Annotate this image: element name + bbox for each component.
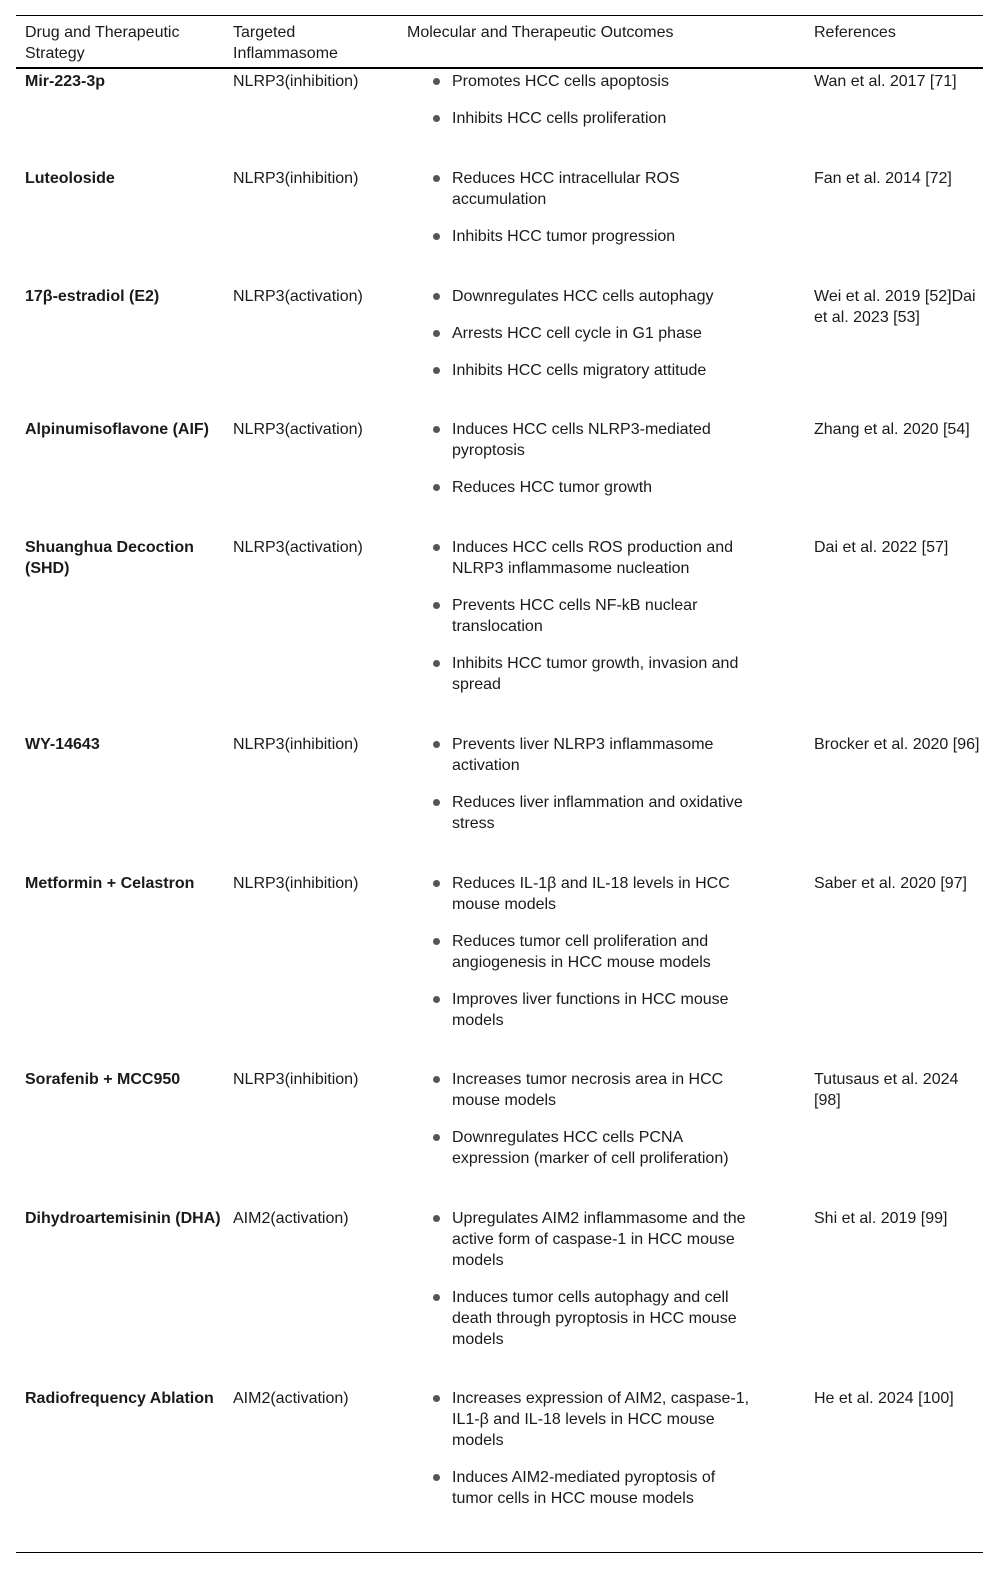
outcomes-list [407, 1069, 750, 1169]
table-row [16, 1206, 983, 1386]
outcomes-cell [398, 71, 805, 166]
reference-cell: He et al. 2024 [100] [814, 1390, 954, 1407]
table-row [16, 166, 983, 284]
target-cell: AIM2(activation) [233, 1210, 349, 1227]
outcome-item: Arrests HCC cell cycle in G1 phase [430, 323, 750, 344]
outcome-item: Improves liver functions in HCC mouse models [430, 989, 750, 1031]
table-row [16, 732, 983, 871]
table-row [16, 1067, 983, 1206]
outcomes-cell [398, 286, 805, 417]
target-cell: NLRP3(activation) [233, 288, 363, 305]
outcome-item: Downregulates HCC cells PCNA expression (marker of cell proliferation) [430, 1127, 750, 1169]
outcome-item: Increases tumor necrosis area in HCC mouse models [430, 1069, 750, 1111]
outcome-item: Induces AIM2-mediated pyroptosis of tumor cells in HCC mouse models [430, 1467, 750, 1509]
drug-cell: Mir-223-3p [25, 73, 106, 90]
header-outcomes: Molecular and Therapeutic Outcomes [407, 24, 674, 41]
outcomes-list [407, 1208, 750, 1350]
drug-cell: WY-14643 [25, 736, 100, 753]
outcome-item: Prevents HCC cells NF-kB nuclear translocation [430, 595, 750, 637]
outcome-item: Inhibits HCC tumor growth, invasion and spread [430, 653, 750, 695]
outcomes-cell [398, 873, 805, 1067]
target-cell: NLRP3(inhibition) [233, 736, 359, 753]
outcomes-list [407, 168, 750, 247]
reference-cell: Shi et al. 2019 [99] [814, 1210, 948, 1227]
header-target: Targeted Inflammasome [233, 24, 338, 62]
table-row [16, 535, 983, 732]
drug-cell: Radiofrequency Ablation [25, 1390, 214, 1407]
drug-cell: Metformin + Celastron [25, 875, 195, 892]
drug-cell: Luteoloside [25, 170, 115, 187]
table-row [16, 69, 983, 166]
table-bottom-rule [16, 1552, 983, 1553]
target-cell: NLRP3(inhibition) [233, 73, 359, 90]
outcomes-cell [398, 1208, 805, 1386]
outcome-item: Downregulates HCC cells autophagy [430, 286, 750, 307]
table-row [16, 284, 983, 417]
outcomes-cell [398, 537, 805, 732]
outcomes-list [407, 71, 750, 129]
target-cell: NLRP3(activation) [233, 421, 363, 438]
header-drug: Drug and Therapeutic Strategy [25, 24, 180, 62]
table-body [16, 69, 983, 1550]
target-cell: NLRP3(activation) [233, 539, 363, 556]
outcomes-cell [398, 1388, 805, 1550]
header-refs: References [814, 24, 896, 41]
drug-cell: Shuanghua Decoction (SHD) [25, 539, 194, 577]
outcome-item: Reduces HCC intracellular ROS accumulation [430, 168, 750, 210]
table-row [16, 1386, 983, 1550]
target-cell: NLRP3(inhibition) [233, 170, 359, 187]
reference-cell: Dai et al. 2022 [57] [814, 539, 949, 556]
outcome-item: Upregulates AIM2 inflammasome and the active form of caspase-1 in HCC mouse models [430, 1208, 750, 1271]
outcome-item: Increases expression of AIM2, caspase-1, IL1-β and IL-18 levels in HCC mouse models [430, 1388, 750, 1451]
outcomes-list [407, 286, 750, 381]
table-header [16, 16, 983, 69]
reference-cell: Saber et al. 2020 [97] [814, 875, 967, 892]
target-cell: NLRP3(inhibition) [233, 1071, 359, 1088]
drug-cell: Alpinumisoflavone (AIF) [25, 421, 209, 438]
table-row [16, 417, 983, 535]
outcome-item: Inhibits HCC cells proliferation [430, 108, 750, 129]
outcome-item: Inhibits HCC tumor progression [430, 226, 750, 247]
outcome-item: Prevents liver NLRP3 inflammasome activation [430, 734, 750, 776]
reference-cell: Wei et al. 2019 [52]Dai et al. 2023 [53] [814, 288, 976, 326]
reference-cell: Brocker et al. 2020 [96] [814, 736, 980, 753]
outcomes-cell [398, 168, 805, 284]
outcome-item: Induces HCC cells NLRP3-mediated pyroptosis [430, 419, 750, 461]
outcome-item: Induces HCC cells ROS production and NLRP3 inflammasome nucleation [430, 537, 750, 579]
outcomes-cell [398, 1069, 805, 1206]
drug-cell: 17β-estradiol (E2) [25, 288, 160, 305]
drug-cell: Sorafenib + MCC950 [25, 1071, 181, 1088]
drug-cell: Dihydroartemisinin (DHA) [25, 1210, 221, 1227]
outcomes-cell [398, 419, 805, 535]
target-cell: AIM2(activation) [233, 1390, 349, 1407]
reference-cell: Tutusaus et al. 2024 [98] [814, 1071, 959, 1109]
target-cell: NLRP3(inhibition) [233, 875, 359, 892]
outcome-item: Reduces HCC tumor growth [430, 477, 750, 498]
reference-cell: Wan et al. 2017 [71] [814, 73, 957, 90]
outcome-item: Reduces IL-1β and IL-18 levels in HCC mouse models [430, 873, 750, 915]
outcome-item: Reduces liver inflammation and oxidative stress [430, 792, 750, 834]
reference-cell: Fan et al. 2014 [72] [814, 170, 952, 187]
outcome-item: Induces tumor cells autophagy and cell death through pyroptosis in HCC mouse models [430, 1287, 750, 1350]
outcome-item: Promotes HCC cells apoptosis [430, 71, 750, 92]
outcomes-list [407, 537, 750, 695]
outcomes-list [407, 873, 750, 1031]
reference-cell: Zhang et al. 2020 [54] [814, 421, 970, 438]
outcome-item: Inhibits HCC cells migratory attitude [430, 360, 750, 381]
table-row [16, 871, 983, 1067]
outcomes-list [407, 419, 750, 498]
therapy-table [16, 15, 983, 1550]
outcomes-list [407, 1388, 750, 1509]
outcomes-cell [398, 734, 805, 871]
outcomes-list [407, 734, 750, 834]
outcome-item: Reduces tumor cell proliferation and angiogenesis in HCC mouse models [430, 931, 750, 973]
